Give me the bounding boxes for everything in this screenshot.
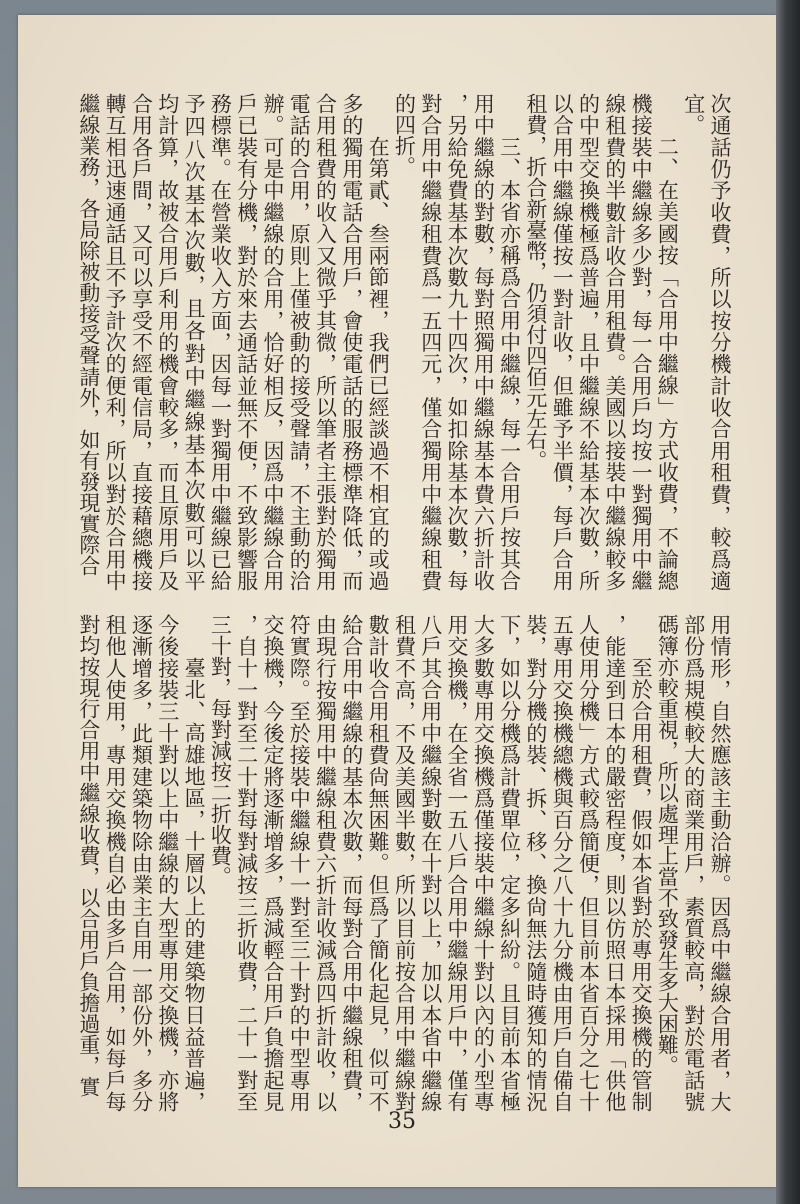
book-binding-shadow bbox=[776, 0, 800, 1204]
text-column: 數計收合用租費尙無困難。但爲了簡化起見，似可不 bbox=[366, 614, 391, 1112]
text-block-top bbox=[76, 93, 733, 591]
text-column: 次通話仍予收費，所以按分機計收合用租費，較爲適 bbox=[708, 93, 732, 591]
text-column: 用中繼線的對數，每對照獨用中繼線基本費六折計收 bbox=[471, 93, 496, 591]
text-column: 逐漸增多，此類建築物除由業主自用一部份外，多分 bbox=[129, 614, 154, 1112]
text-column: 務標準。在營業收入方面，因每一對獨用中繼線已給 bbox=[208, 93, 233, 591]
text-column: 三十對，每對減按二折收費。 bbox=[208, 614, 233, 887]
text-column: 下，如以分機爲計費單位，定多糾紛。且目前本省極 bbox=[497, 614, 522, 1112]
text-column: 繼線業務，各局除被動接受聲請外，如有發現實際合 bbox=[76, 93, 101, 576]
text-column: ，能達到日本的嚴密程度，則以仿照日本採用「供他 bbox=[602, 614, 627, 1112]
text-column: 合用各戶間，又可以享受不經電信局，直接藉總機接 bbox=[129, 93, 154, 591]
text-column: 二、在美國按「合用中繼線」方式收費，不論總 bbox=[655, 136, 680, 591]
text-column: 宜。 bbox=[681, 93, 706, 135]
text-column: 的中型交換機極爲普遍，且中繼線不給基本次數，所 bbox=[576, 93, 601, 591]
text-column: 租費，折合新臺幣，仍須付四佰元左右。 bbox=[523, 93, 548, 471]
text-column: 以合用中繼線僅按一對計收，但雖予半價，每戶合用 bbox=[550, 93, 575, 591]
text-column: 轉互相迅速通話且不予計次的便利，所以對於合用中 bbox=[103, 93, 128, 591]
text-column: 線租費的半數計收合用租費。美國以接裝中繼線較多 bbox=[602, 93, 627, 591]
text-column: 部份爲規模較大的商業用戶，素質較高，對於電話號 bbox=[681, 614, 706, 1112]
text-column: 均計算，故被合用戶利用的機會較多，而且原用戶及 bbox=[155, 93, 180, 591]
text-column: 對均按現行合用中繼線收費，以合用戶負擔過重，實 bbox=[76, 614, 101, 1097]
text-column: 裝，對分機的裝、拆、移、換尙無法隨時獲知的情況 bbox=[523, 614, 548, 1112]
text-column: 由現行按獨用中繼線租費六折計收減爲四折計收，以 bbox=[313, 614, 338, 1112]
text-column: 給合用中繼線的基本次數，而每對合用中繼線租費， bbox=[339, 614, 364, 1112]
text-column: 碼簿亦較重視，所以處理上當不致發生多大困難。 bbox=[655, 614, 680, 1076]
text-column: 人使用分機」方式較爲簡便，但目前本省百分之七十 bbox=[576, 614, 601, 1112]
text-column: 在第貳、叁兩節裡，我們已經談過不相宜的或過 bbox=[366, 136, 391, 591]
text-column: 三、本省亦稱爲合用中繼線，每一合用戶按其合 bbox=[497, 136, 522, 591]
text-column: 用情形，自然應該主動洽辦。因爲中繼線合用者，大 bbox=[708, 614, 732, 1112]
text-column: 符實際。至於接裝中繼線十一對至三十對的中型專用 bbox=[287, 614, 312, 1112]
text-column: 予四八次基本次數，且各對中繼線基本次數可以平 bbox=[182, 93, 207, 591]
text-column: ，另給免費基本次數九十四次，如扣除基本次數，每 bbox=[445, 93, 470, 591]
text-block-bottom bbox=[76, 614, 733, 1112]
text-column: 五專用交換機總機與百分之八十九分機由用戶自備自 bbox=[550, 614, 575, 1112]
text-column: 租費不高，不及美國半數，所以目前按合用中繼線對 bbox=[392, 614, 417, 1112]
page-number: 35 bbox=[388, 1109, 416, 1134]
text-column: 用交換機，在全省一五八戶合用中繼線用戶中，僅有 bbox=[445, 614, 470, 1112]
text-column: 戶已裝有分機，對於來去通話並無不便，不致影響服 bbox=[234, 93, 259, 591]
text-column: 多的獨用電話合用戶，會使電話的服務標準降低，而 bbox=[339, 93, 364, 591]
text-column: 八戶其合用中繼線對數在十對以上，加以本省中繼線 bbox=[418, 614, 443, 1112]
text-column: ，自十一對至二十對每對減按三折收費，二十一對至 bbox=[234, 614, 259, 1112]
text-column: 交換機，今後定將逐漸增多，爲減輕合用戶負擔起見 bbox=[260, 614, 285, 1112]
text-column: 合用租費的收入又微乎其微，所以筆者主張對於獨用 bbox=[313, 93, 338, 591]
text-column: 臺北、高雄地區，十層以上的建築物日益普遍， bbox=[182, 657, 207, 1112]
text-column: 對合用中繼線租費爲一五四元，僅合獨用中繼線租費 bbox=[418, 93, 443, 591]
text-column: 至於合用租費，假如本省對於專用交換機的管制 bbox=[629, 657, 654, 1112]
text-column: 電話的合用，原則上僅被動的接受聲請，不主動的洽 bbox=[287, 93, 312, 591]
text-column: 租他人使用，專用交換機自必由多戶合用，如每戶每 bbox=[103, 614, 128, 1112]
text-column: 今後接裝三十對以上中繼線的大型專用交換機，亦將 bbox=[155, 614, 180, 1112]
text-column: 機接裝中繼線多少對，每一合用戶均按一對獨用中繼 bbox=[629, 93, 654, 591]
text-column: 的四折。 bbox=[392, 93, 417, 177]
text-column: 辦。可是中繼線的合用，恰好相反，因爲中繼線合用 bbox=[260, 93, 285, 591]
text-column: 大多數專用交換機爲僅接裝中繼線十對以內的小型專 bbox=[471, 614, 496, 1112]
